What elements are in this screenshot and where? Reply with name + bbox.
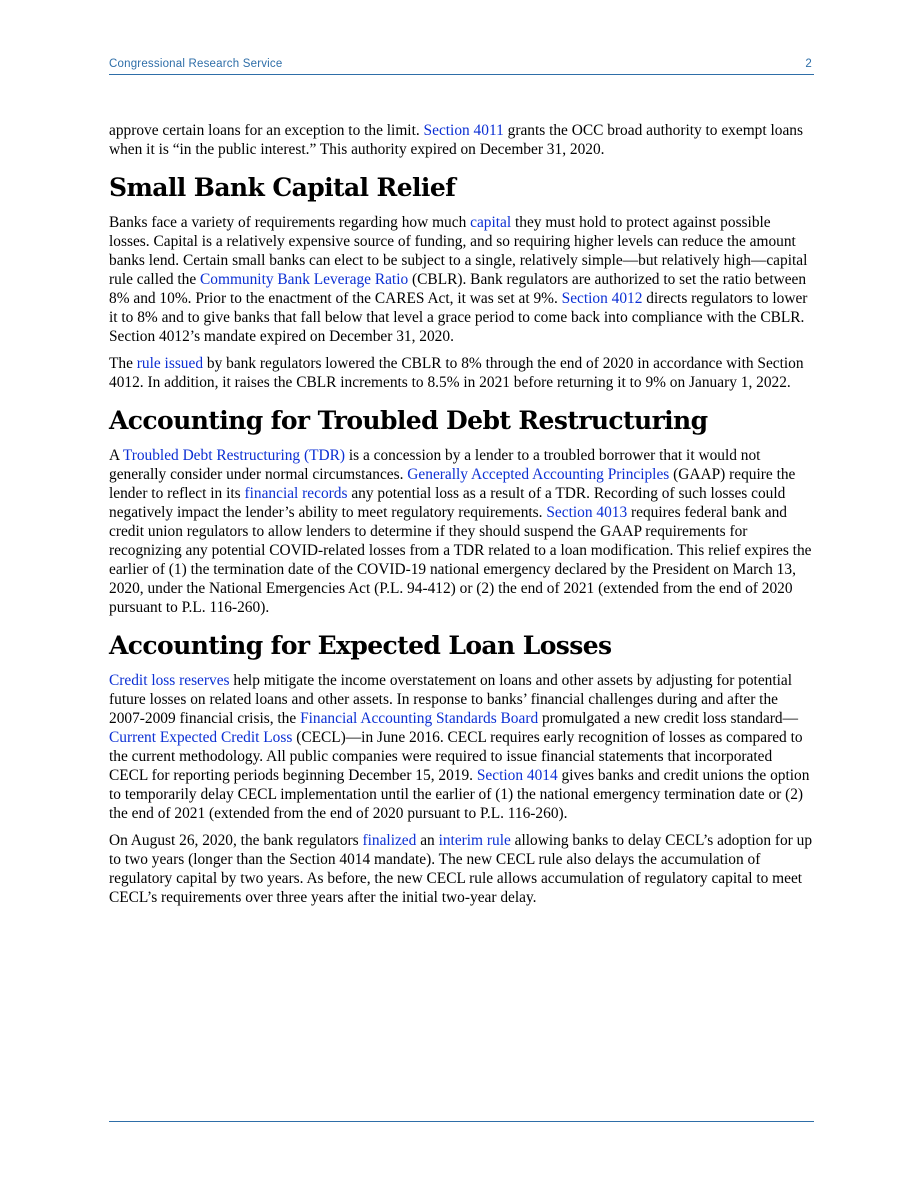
text-run: Banks face a variety of requirements regarding how much (109, 214, 471, 231)
text-run: (GAAP) require the lender to reflect in its (109, 466, 796, 502)
link-financial-records[interactable]: financial records (244, 485, 348, 502)
header-source: Congressional Research Service (109, 58, 283, 70)
text-run: promulgated a new credit loss standard— (538, 710, 799, 727)
link-rule-issued[interactable]: rule issued (136, 355, 204, 372)
text-run: directs regulators to lower it to 8% and to give banks that fall below that level a grace period to come back into compliance with the CBLR. Section 4012’s mandate expired on December 31, 2020. (109, 290, 808, 345)
footer-rule (109, 1121, 814, 1122)
text-run: approve certain loans for an exception to the limit. (109, 122, 424, 139)
heading-troubled-debt-restructuring: Accounting for Troubled Debt Restructuring (109, 406, 708, 435)
text-run: On August 26, 2020, the bank regulators (109, 832, 363, 849)
text-run: is a concession by a lender to a troubled borrower that it would not generally consider under normal circumstances. (109, 447, 761, 483)
page-header (109, 56, 814, 75)
link-capital[interactable]: capital (470, 214, 512, 231)
text-run: (CECL)—in June 2016. CECL requires early recognition of losses as compared to the current methodology. All public companies were required to issue financial statements that incorporated CECL for reporting periods beginning December 15, 2019. (109, 729, 803, 784)
link-finalized[interactable]: finalized (362, 832, 417, 849)
document-body (109, 121, 814, 915)
link-gaap[interactable]: Generally Accepted Accounting Principles (407, 466, 670, 483)
link-credit-loss-reserves[interactable]: Credit loss reserves (109, 672, 230, 689)
paragraph-rule-issued (109, 354, 814, 392)
intro-paragraph (109, 121, 814, 159)
link-section-4013[interactable]: Section 4013 (546, 504, 628, 521)
link-section-4011[interactable]: Section 4011 (423, 122, 504, 139)
text-run: by bank regulators lowered the CBLR to 8% through the end of 2020 in accordance with Section 4012. In addition, it raises the CBLR increments to 8.5% in 2021 before returning it to 9% on January 1, 2022. (109, 355, 804, 391)
heading-expected-loan-losses: Accounting for Expected Loan Losses (109, 631, 612, 660)
paragraph-credit-loss-reserves (109, 671, 814, 823)
text-run: an (416, 832, 439, 849)
link-troubled-debt-restructuring[interactable]: Troubled Debt Restructuring (TDR) (122, 447, 345, 464)
text-run: requires federal bank and credit union regulators to allow lenders to determine if they should suspend the GAAP requirements for recognizing any potential COVID-related losses from a TDR related to a loan modification. This relief expires the earlier of (1) the termination date of the COVID-19 national emergency declared by the President on March 13, 2020, under the National Emergencies Act (P.L. 94-412) or (2) the end of 2021 (extended from the end of 2020 pursuant to P.L. 116-260). (109, 504, 812, 616)
text-run: help mitigate the income overstatement on loans and other assets by adjusting for potential future losses on related loans and other assets. In response to banks’ financial challenges during and after the 2007-2009 financial crisis, the (109, 672, 793, 727)
link-interim-rule[interactable]: interim rule (438, 832, 511, 849)
link-section-4014[interactable]: Section 4014 (476, 767, 558, 784)
header-page-number: 2 (805, 58, 812, 70)
heading-small-bank-capital-relief: Small Bank Capital Relief (109, 173, 456, 202)
text-run: they must hold to protect against possible losses. Capital is a relatively expensive source of funding, and so requiring higher levels can reduce the amount banks lend. Certain small banks can elect to be subject to a single, relatively simple—but relatively high—capital rule called the (109, 214, 808, 288)
text-run: The (109, 355, 137, 372)
link-fasb[interactable]: Financial Accounting Standards Board (300, 710, 539, 727)
paragraph-capital-requirements (109, 213, 814, 346)
text-run: allowing banks to delay CECL’s adoption for up to two years (longer than the Section 4014 mandate). The new CECL rule also delays the accumulation of regulatory capital by two years. As before, the new CECL rule allows accumulation of regulatory capital to meet CECL’s requirements over three years after the initial two-year delay. (109, 832, 813, 906)
text-run: A (109, 447, 123, 464)
link-section-4012[interactable]: Section 4012 (561, 290, 643, 307)
paragraph-tdr (109, 446, 814, 617)
link-current-expected-credit-loss[interactable]: Current Expected Credit Loss (109, 729, 293, 746)
text-run: (CBLR). Bank regulators are authorized to set the ratio between 8% and 10%. Prior to the enactment of the CARES Act, it was set at 9%. (109, 271, 807, 307)
text-run: gives banks and credit unions the option to temporarily delay CECL implementation until the earlier of (1) the national emergency termination date or (2) the end of 2021 (extended from the end of 2020 pursuant to P.L. 116-260). (109, 767, 810, 822)
paragraph-interim-rule (109, 831, 814, 907)
link-community-bank-leverage-ratio[interactable]: Community Bank Leverage Ratio (200, 271, 409, 288)
text-run: grants the OCC broad authority to exempt loans when it is “in the public interest.” This authority expired on December 31, 2020. (109, 122, 803, 158)
text-run: any potential loss as a result of a TDR. Recording of such losses could negatively impact the lender’s ability to meet regulatory requirements. (109, 485, 786, 521)
